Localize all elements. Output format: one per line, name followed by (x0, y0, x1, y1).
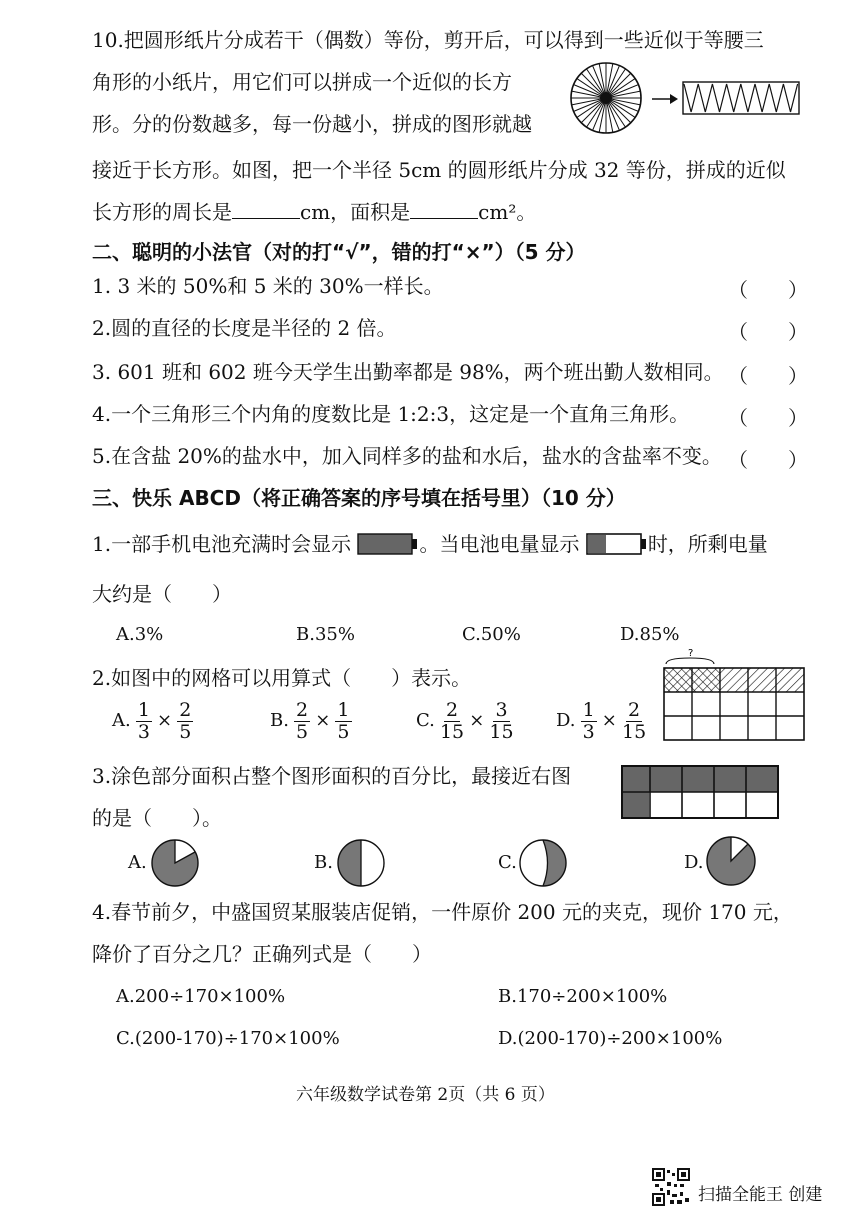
grid-question-mark: ? (688, 648, 694, 659)
frac-denominator: 5 (337, 721, 350, 743)
mc3-option-d-pie[interactable] (704, 834, 758, 888)
frac-numerator: 3 (495, 699, 508, 721)
mc1-option-d[interactable]: D.85% (620, 624, 680, 645)
page-footer: 六年级数学试卷第 2页（共 6 页） (296, 1085, 555, 1105)
q10-line4: 接近于长方形。如图，把一个半径 5cm 的圆形纸片分成 32 等份，拼成的近似 (92, 158, 786, 182)
arrow-icon (652, 92, 678, 106)
mc3-option-c-label[interactable]: C. (498, 852, 517, 873)
zigzag-rectangle-figure (682, 80, 800, 116)
mc4-option-d[interactable]: D.(200-170)÷200×100% (498, 1028, 723, 1049)
divided-circle-figure (568, 58, 644, 138)
q10-line3: 形。分的份数越多，每一份越小，拼成的图形就越 (92, 112, 532, 136)
times-sign: × (157, 710, 173, 731)
mc1-option-b[interactable]: B.35% (296, 624, 355, 645)
battery-full-icon (357, 533, 419, 555)
mc2-option-a[interactable] (112, 700, 193, 743)
q10-area-text: cm，面积是 (300, 200, 411, 224)
frac-numerator: 1 (582, 699, 595, 721)
frac-denominator: 5 (296, 721, 309, 743)
perimeter-blank (232, 200, 300, 219)
mc2-option-a-label: A. (112, 710, 131, 731)
mc4-line1: 4.春节前夕，中盛国贸某服装店促销，一件原价 200 元的夹克，现价 170 元， (92, 900, 793, 924)
judge-item-2: 2.圆的直径的长度是半径的 2 倍。 (92, 316, 397, 340)
frac-numerator: 2 (296, 699, 309, 721)
mc4-option-c[interactable]: C.(200-170)÷170×100% (116, 1028, 340, 1049)
mc2-option-d-label: D. (556, 710, 576, 731)
mc3-option-a-label[interactable]: A. (128, 852, 147, 873)
frac-numerator: 1 (137, 699, 150, 721)
qr-code-icon (652, 1168, 690, 1206)
times-sign: × (601, 710, 617, 731)
judge-answer-2[interactable]: （ ） (728, 320, 808, 344)
frac-denominator: 15 (439, 721, 465, 743)
judge-answer-4[interactable]: （ ） (728, 406, 808, 430)
judge-item-1: 1. 3 米的 50%和 5 米的 30%一样长。 (92, 274, 444, 298)
mc1-option-c[interactable]: C.50% (462, 624, 521, 645)
frac-numerator: 2 (628, 699, 641, 721)
section3-title: 三、快乐 ABCD（将正确答案的序号填在括号里）（10 分） (92, 486, 626, 510)
frac-denominator: 3 (582, 721, 595, 743)
area-blank (410, 200, 478, 219)
mc2-option-d[interactable] (556, 700, 646, 743)
frac-denominator: 15 (489, 721, 514, 743)
frac-numerator: 2 (446, 699, 459, 721)
frac-numerator: 2 (179, 699, 192, 721)
judge-item-3: 3. 601 班和 602 班今天学生出勤率都是 98%，两个班出勤人数相同。 (92, 360, 724, 384)
battery-low-icon (586, 533, 648, 555)
judge-answer-3[interactable]: （ ） (728, 364, 808, 388)
shaded-grid-figure (620, 764, 780, 820)
mc4-option-b[interactable]: B.170÷200×100% (498, 986, 668, 1007)
mc2-text: 2.如图中的网格可以用算式（ ）表示。 (92, 666, 472, 690)
mc1-line1 (92, 532, 768, 556)
q10-perimeter-text: 长方形的周长是 (92, 200, 232, 224)
mc2-option-b-label: B. (270, 710, 289, 731)
judge-answer-5[interactable]: （ ） (728, 448, 808, 472)
mc2-option-c[interactable] (416, 700, 514, 743)
q10-line2: 角形的小纸片，用它们可以拼成一个近似的长方 (92, 70, 512, 94)
mc1-option-a[interactable]: A.3% (116, 624, 164, 645)
mc3-option-c-pie[interactable] (518, 838, 568, 888)
mc3-option-d-label[interactable]: D. (684, 852, 704, 873)
frac-numerator: 1 (337, 699, 350, 721)
times-sign: × (469, 710, 485, 731)
frac-denominator: 3 (137, 721, 150, 743)
section2-title: 二、聪明的小法官（对的打“√”，错的打“×”）（5 分） (92, 240, 586, 264)
q10-line1: 10.把圆形纸片分成若干（偶数）等份，剪开后，可以得到一些近似于等腰三 (92, 28, 764, 52)
mc3-line1: 3.涂色部分面积占整个图形面积的百分比，最接近右图 (92, 764, 572, 788)
mc4-option-a[interactable]: A.200÷170×100% (116, 986, 286, 1007)
frac-denominator: 5 (179, 721, 192, 743)
mc3-option-a-pie[interactable] (150, 838, 200, 888)
mc2-option-c-label: C. (416, 710, 435, 731)
judge-item-4: 4.一个三角形三个内角的度数比是 1:2:3，这定是一个直角三角形。 (92, 402, 690, 426)
grid-figure (660, 648, 808, 744)
mc1-text-a: 1.一部手机电池充满时会显示 (92, 532, 352, 556)
mc3-option-b-pie[interactable] (336, 838, 386, 888)
mc1-line2: 大约是（ ） (92, 582, 232, 606)
mc1-text-c: 时，所剩电量 (647, 532, 768, 556)
q10-line5 (92, 200, 536, 224)
mc1-text-b: 。当电池电量显示 (419, 532, 580, 556)
frac-denominator: 15 (621, 721, 647, 743)
times-sign: × (315, 710, 331, 731)
mc4-line2: 降价了百分之几？正确列式是（ ） (92, 942, 432, 966)
mc3-option-b-label[interactable]: B. (314, 852, 333, 873)
mc2-option-b[interactable] (270, 700, 352, 743)
q10-unit: cm²。 (478, 200, 537, 224)
judge-answer-1[interactable]: （ ） (728, 278, 808, 302)
mc3-line2: 的是（ ）。 (92, 806, 222, 830)
judge-item-5: 5.在含盐 20%的盐水中，加入同样多的盐和水后，盐水的含盐率不变。 (92, 444, 722, 468)
scanner-watermark: 扫描全能王 创建 (698, 1185, 823, 1205)
